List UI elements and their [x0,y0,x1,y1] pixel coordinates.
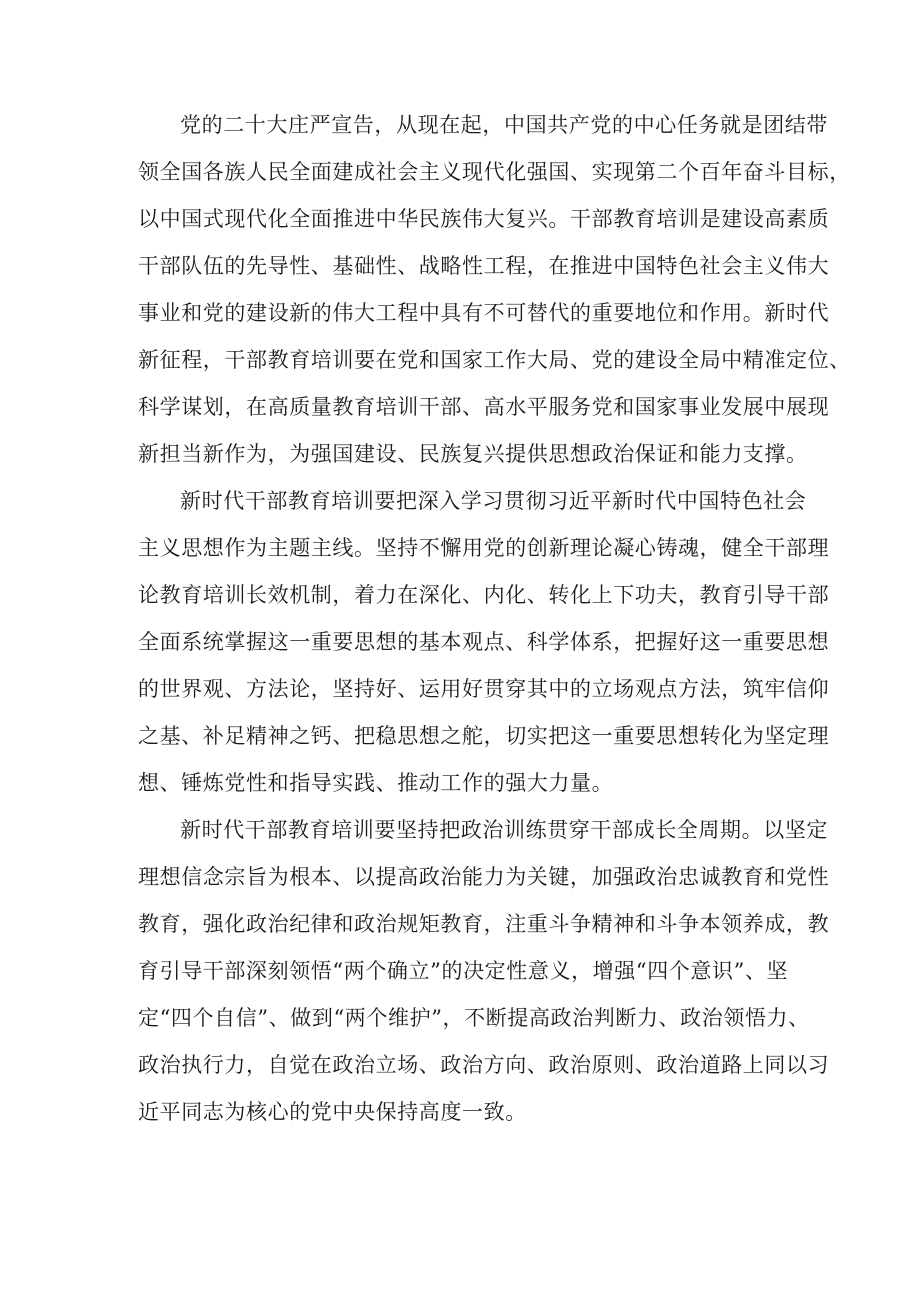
paragraph-line: 以中国式现代化全面推进中华民族伟大复兴。干部教育培训是建设高素质 [138,207,830,231]
paragraph-line: 干部队伍的先导性、基础性、战略性工程，在推进中国特色社会主义伟大 [138,254,830,278]
paragraph-line: 新征程，干部教育培训要在党和国家工作大局、党的建设全局中精准定位、 [138,348,851,372]
paragraph-line: 主义思想作为主题主线。坚持不懈用党的创新理论凝心铸魂，健全干部理 [138,536,830,560]
paragraph-line: 之基、补足精神之钙、把稳思想之舵，切实把这一重要思想转化为坚定理 [138,724,830,748]
paragraph-2 [138,478,830,807]
paragraph-line: 新时代干部教育培训要坚持把政治训练贯穿干部成长全周期。以坚定 [180,818,828,842]
document-page [138,102,851,1136]
paragraph-line: 理想信念宗旨为根本、以提高政治能力为关键，加强政治忠诚教育和党性 [138,865,830,889]
paragraph-line: 政治执行力，自觉在政治立场、政治方向、政治原则、政治道路上同以习 [138,1053,830,1077]
paragraph-line: 全面系统掌握这一重要思想的基本观点、科学体系，把握好这一重要思想 [138,630,830,654]
paragraph-1 [138,102,851,478]
paragraph-line: 事业和党的建设新的伟大工程中具有不可替代的重要地位和作用。新时代 [138,301,830,325]
paragraph-line: 论教育培训长效机制，着力在深化、内化、转化上下功夫，教育引导干部 [138,583,830,607]
paragraph-line: 党的二十大庄严宣告，从现在起，中国共产党的中心任务就是团结带 [180,113,828,137]
paragraph-line: 新担当新作为，为强国建设、民族复兴提供思想政治保证和能力支撑。 [138,442,808,466]
paragraph-line: 科学谋划，在高质量教育培训干部、高水平服务党和国家事业发展中展现 [138,395,830,419]
paragraph-line: 育引导干部深刻领悟“两个确立”的决定性意义，增强“四个意识”、坚 [138,959,789,983]
paragraph-line: 领全国各族人民全面建成社会主义现代化强国、实现第二个百年奋斗目标， [138,160,851,184]
paragraph-line: 想、锤炼党性和指导实践、推动工作的强大力量。 [138,771,614,795]
paragraph-line: 教育，强化政治纪律和政治规矩教育，注重斗争精神和斗争本领养成，教 [138,912,830,936]
paragraph-3 [138,807,830,1136]
paragraph-line: 新时代干部教育培训要把深入学习贯彻习近平新时代中国特色社会 [180,489,807,513]
paragraph-line: 定“四个自信”、做到“两个维护”，不断提高政治判断力、政治领悟力、 [138,1006,810,1030]
paragraph-line: 的世界观、方法论，坚持好、运用好贯穿其中的立场观点方法，筑牢信仰 [138,677,830,701]
paragraph-line: 近平同志为核心的党中央保持高度一致。 [138,1100,527,1124]
